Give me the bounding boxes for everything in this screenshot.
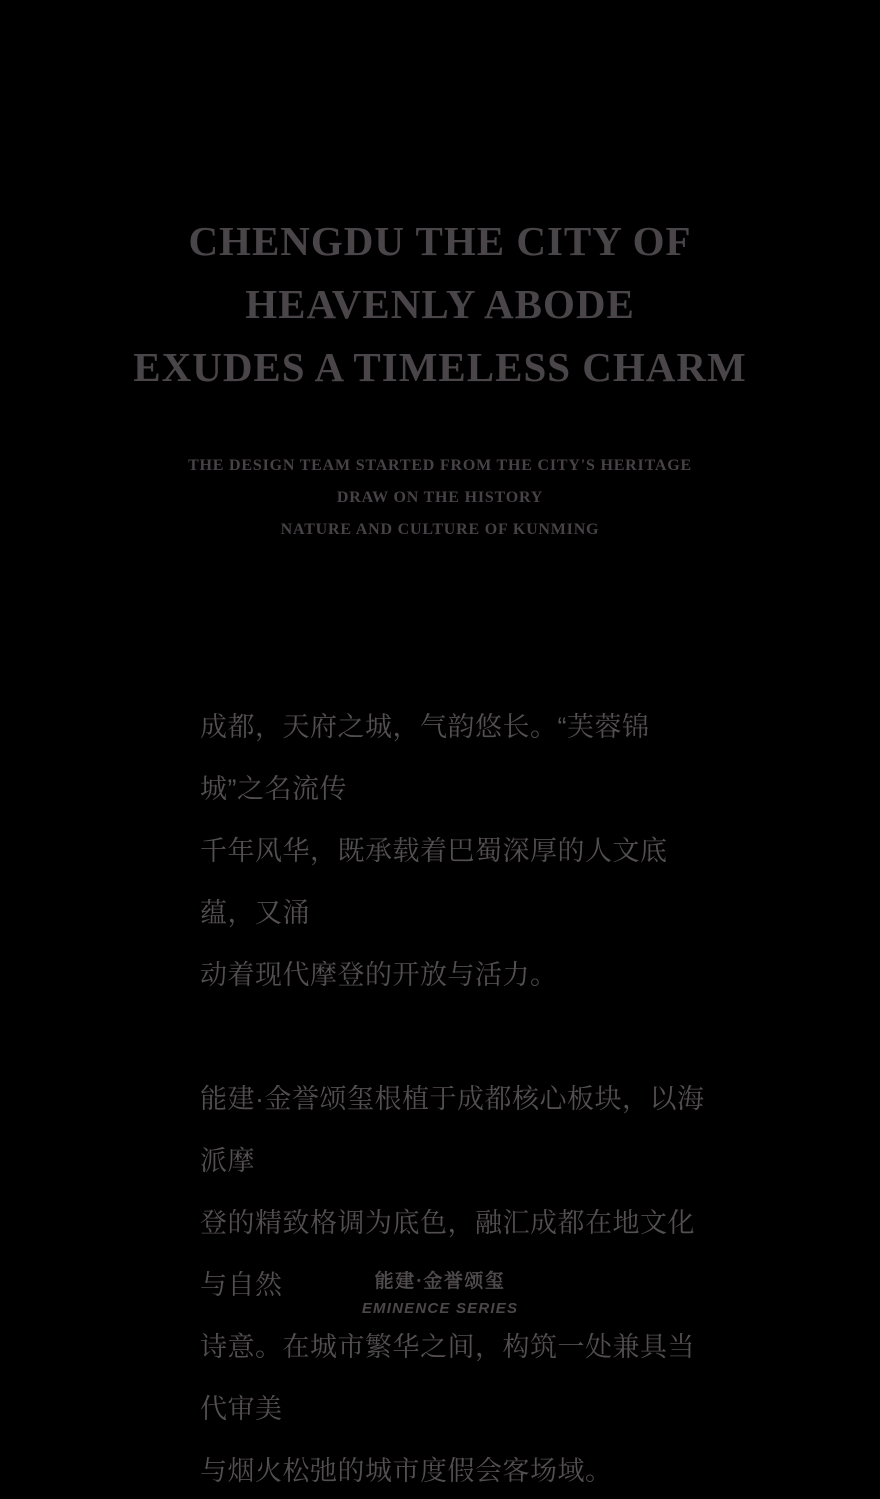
subheadline bbox=[0, 450, 880, 546]
body-line: 诗意。在城市繁华之间，构筑一处兼具当代审美 bbox=[200, 1332, 695, 1424]
subheadline-line: NATURE AND CULTURE OF KUNMING bbox=[280, 521, 600, 538]
intro-paragraph-1 bbox=[200, 696, 705, 1006]
brand-logo-en: EMINENCE SERIES bbox=[361, 1300, 519, 1317]
headline bbox=[0, 210, 880, 399]
subheadline-line: DRAW ON THE HISTORY bbox=[336, 489, 544, 506]
headline-line: EXUDES A TIMELESS CHARM bbox=[133, 344, 747, 390]
body-line: 与烟火松弛的城市度假会客场域。 bbox=[200, 1456, 613, 1486]
body-copy bbox=[200, 696, 705, 1499]
subheadline-line: THE DESIGN TEAM STARTED FROM THE CITY'S HERITAGE bbox=[188, 457, 692, 474]
body-line: 成都，天府之城，气韵悠长。“芙蓉锦城”之名流传 bbox=[200, 712, 650, 804]
body-line: 动着现代摩登的开放与活力。 bbox=[200, 960, 558, 990]
body-line: 能建·金誉颂玺根植于成都核心板块，以海派摩 bbox=[200, 1084, 705, 1176]
headline-line: CHENGDU THE CITY OF bbox=[188, 218, 692, 264]
brand-logo-cn: 能建·金誉颂玺 bbox=[374, 1271, 506, 1292]
body-line: 登的精致格调为底色，融汇成都在地文化与自然 bbox=[200, 1208, 695, 1300]
body-line: 千年风华，既承载着巴蜀深厚的人文底蕴，又涌 bbox=[200, 836, 668, 928]
brand-logo bbox=[0, 1270, 880, 1320]
headline-line: HEAVENLY ABODE bbox=[245, 281, 635, 327]
